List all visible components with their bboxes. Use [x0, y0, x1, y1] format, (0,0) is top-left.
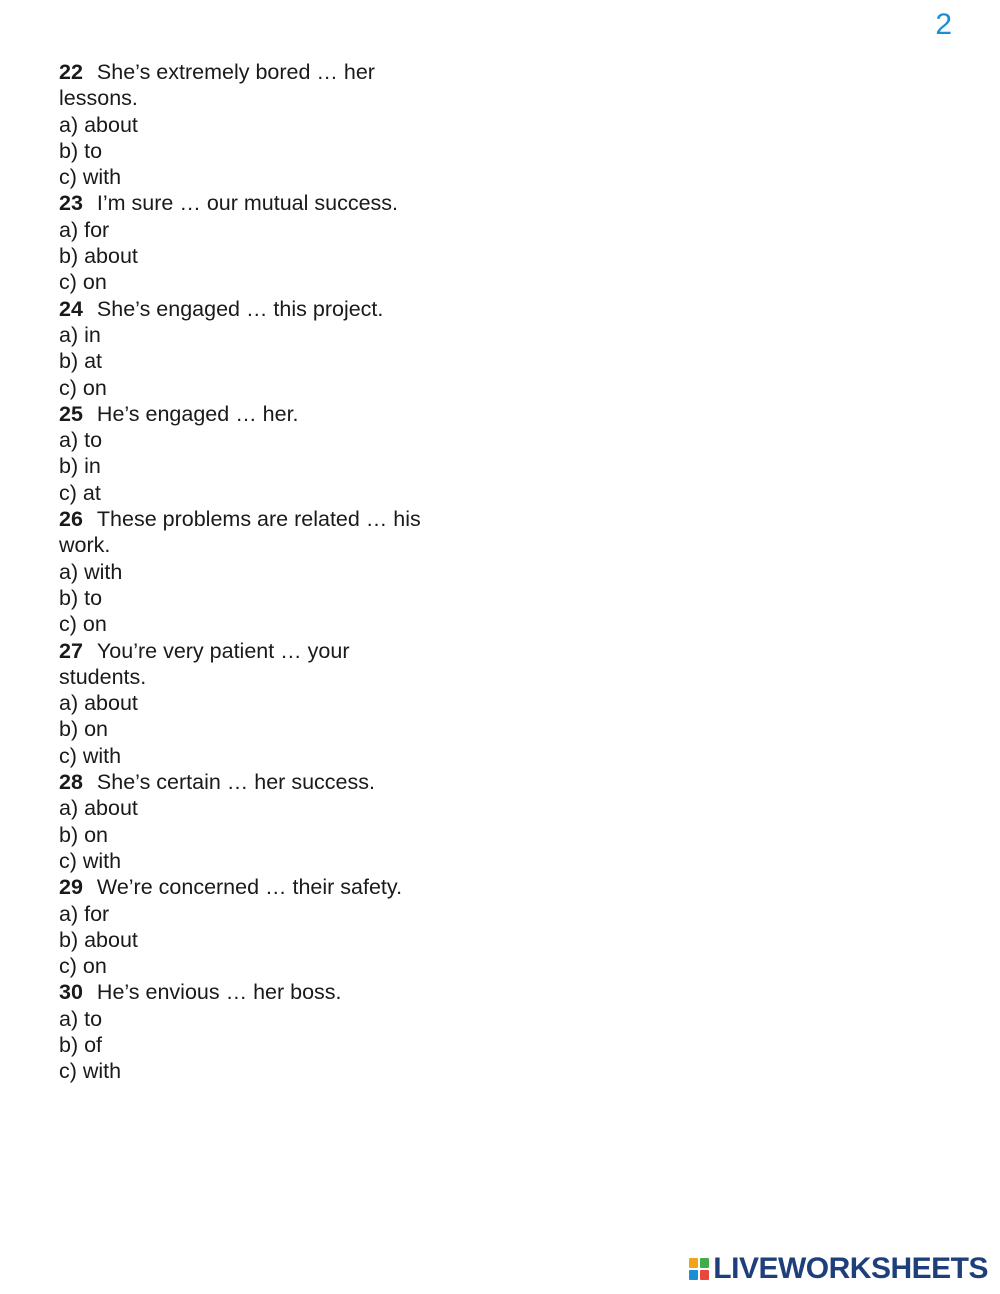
answer-option: b) about — [59, 927, 138, 952]
question-text-continuation — [59, 664, 459, 690]
question-text — [59, 769, 459, 795]
question-line: You’re very patient … your — [96, 638, 350, 663]
question-line: He’s engaged … her. — [96, 401, 299, 426]
logo-block — [700, 1270, 709, 1280]
answer-option: a) to — [59, 428, 103, 453]
question-number: 28 — [59, 770, 83, 795]
question-text-continuation — [59, 85, 459, 111]
question-text — [59, 59, 459, 85]
answer-option: c) on — [59, 375, 107, 400]
answer-option: a) about — [59, 112, 138, 137]
answer-option: a) for — [59, 901, 110, 926]
answer-option: a) about — [59, 796, 138, 821]
question-number: 29 — [59, 875, 83, 900]
answer-option: b) to — [59, 585, 103, 610]
question-number: 22 — [59, 60, 83, 84]
question-text — [59, 638, 459, 664]
question-number: 25 — [59, 401, 83, 426]
question-number: 26 — [59, 507, 83, 532]
question-line: lessons. — [59, 86, 138, 111]
question-line: She’s engaged … this project. — [96, 296, 384, 321]
answer-option: c) at — [59, 480, 101, 505]
answer-option: c) with — [59, 165, 122, 190]
answer-option: b) to — [59, 138, 103, 163]
logo-block — [689, 1258, 698, 1268]
question-number: 24 — [59, 296, 83, 321]
question-number: 27 — [59, 638, 83, 663]
answer-option: a) to — [59, 1006, 103, 1031]
question-line: These problems are related … his — [96, 507, 421, 532]
question-text — [59, 979, 459, 1005]
answer-option: b) in — [59, 454, 101, 479]
answer-option: c) with — [59, 1059, 122, 1084]
question-text — [59, 190, 459, 216]
logo-block — [689, 1270, 698, 1280]
answer-option: b) of — [59, 1032, 103, 1057]
answer-option: b) about — [59, 244, 138, 269]
page-number: 2 — [935, 8, 952, 41]
liveworksheets-logo — [689, 1254, 988, 1284]
worksheet-questions — [59, 59, 459, 1085]
answer-option: c) on — [59, 612, 107, 637]
answer-option: a) for — [59, 217, 110, 242]
question-line: students. — [59, 664, 147, 689]
answer-option: c) with — [59, 743, 122, 768]
question-text — [59, 874, 459, 900]
answer-option: b) on — [59, 717, 109, 742]
logo-blocks-icon — [689, 1258, 709, 1280]
answer-option: a) about — [59, 691, 138, 716]
question-text — [59, 401, 459, 427]
question-number: 23 — [59, 191, 83, 216]
question-line: work. — [59, 533, 111, 558]
brand-text: LIVEWORKSHEETS — [713, 1252, 988, 1285]
question-line: He’s envious … her boss. — [96, 980, 342, 1005]
answer-option: b) at — [59, 349, 103, 374]
answer-option: a) in — [59, 322, 101, 347]
question-text — [59, 506, 459, 532]
question-line: We’re concerned … their safety. — [96, 875, 403, 900]
answer-option: a) with — [59, 559, 123, 584]
question-text — [59, 296, 459, 322]
logo-block — [700, 1258, 709, 1268]
question-number: 30 — [59, 980, 83, 1005]
question-line: She’s certain … her success. — [96, 770, 375, 795]
answer-option: c) on — [59, 954, 107, 979]
answer-option: b) on — [59, 822, 109, 847]
answer-option: c) with — [59, 848, 122, 873]
question-line: She’s extremely bored … her — [96, 60, 375, 84]
answer-option: c) on — [59, 270, 107, 295]
question-line: I’m sure … our mutual success. — [96, 191, 399, 216]
question-text-continuation — [59, 532, 459, 558]
